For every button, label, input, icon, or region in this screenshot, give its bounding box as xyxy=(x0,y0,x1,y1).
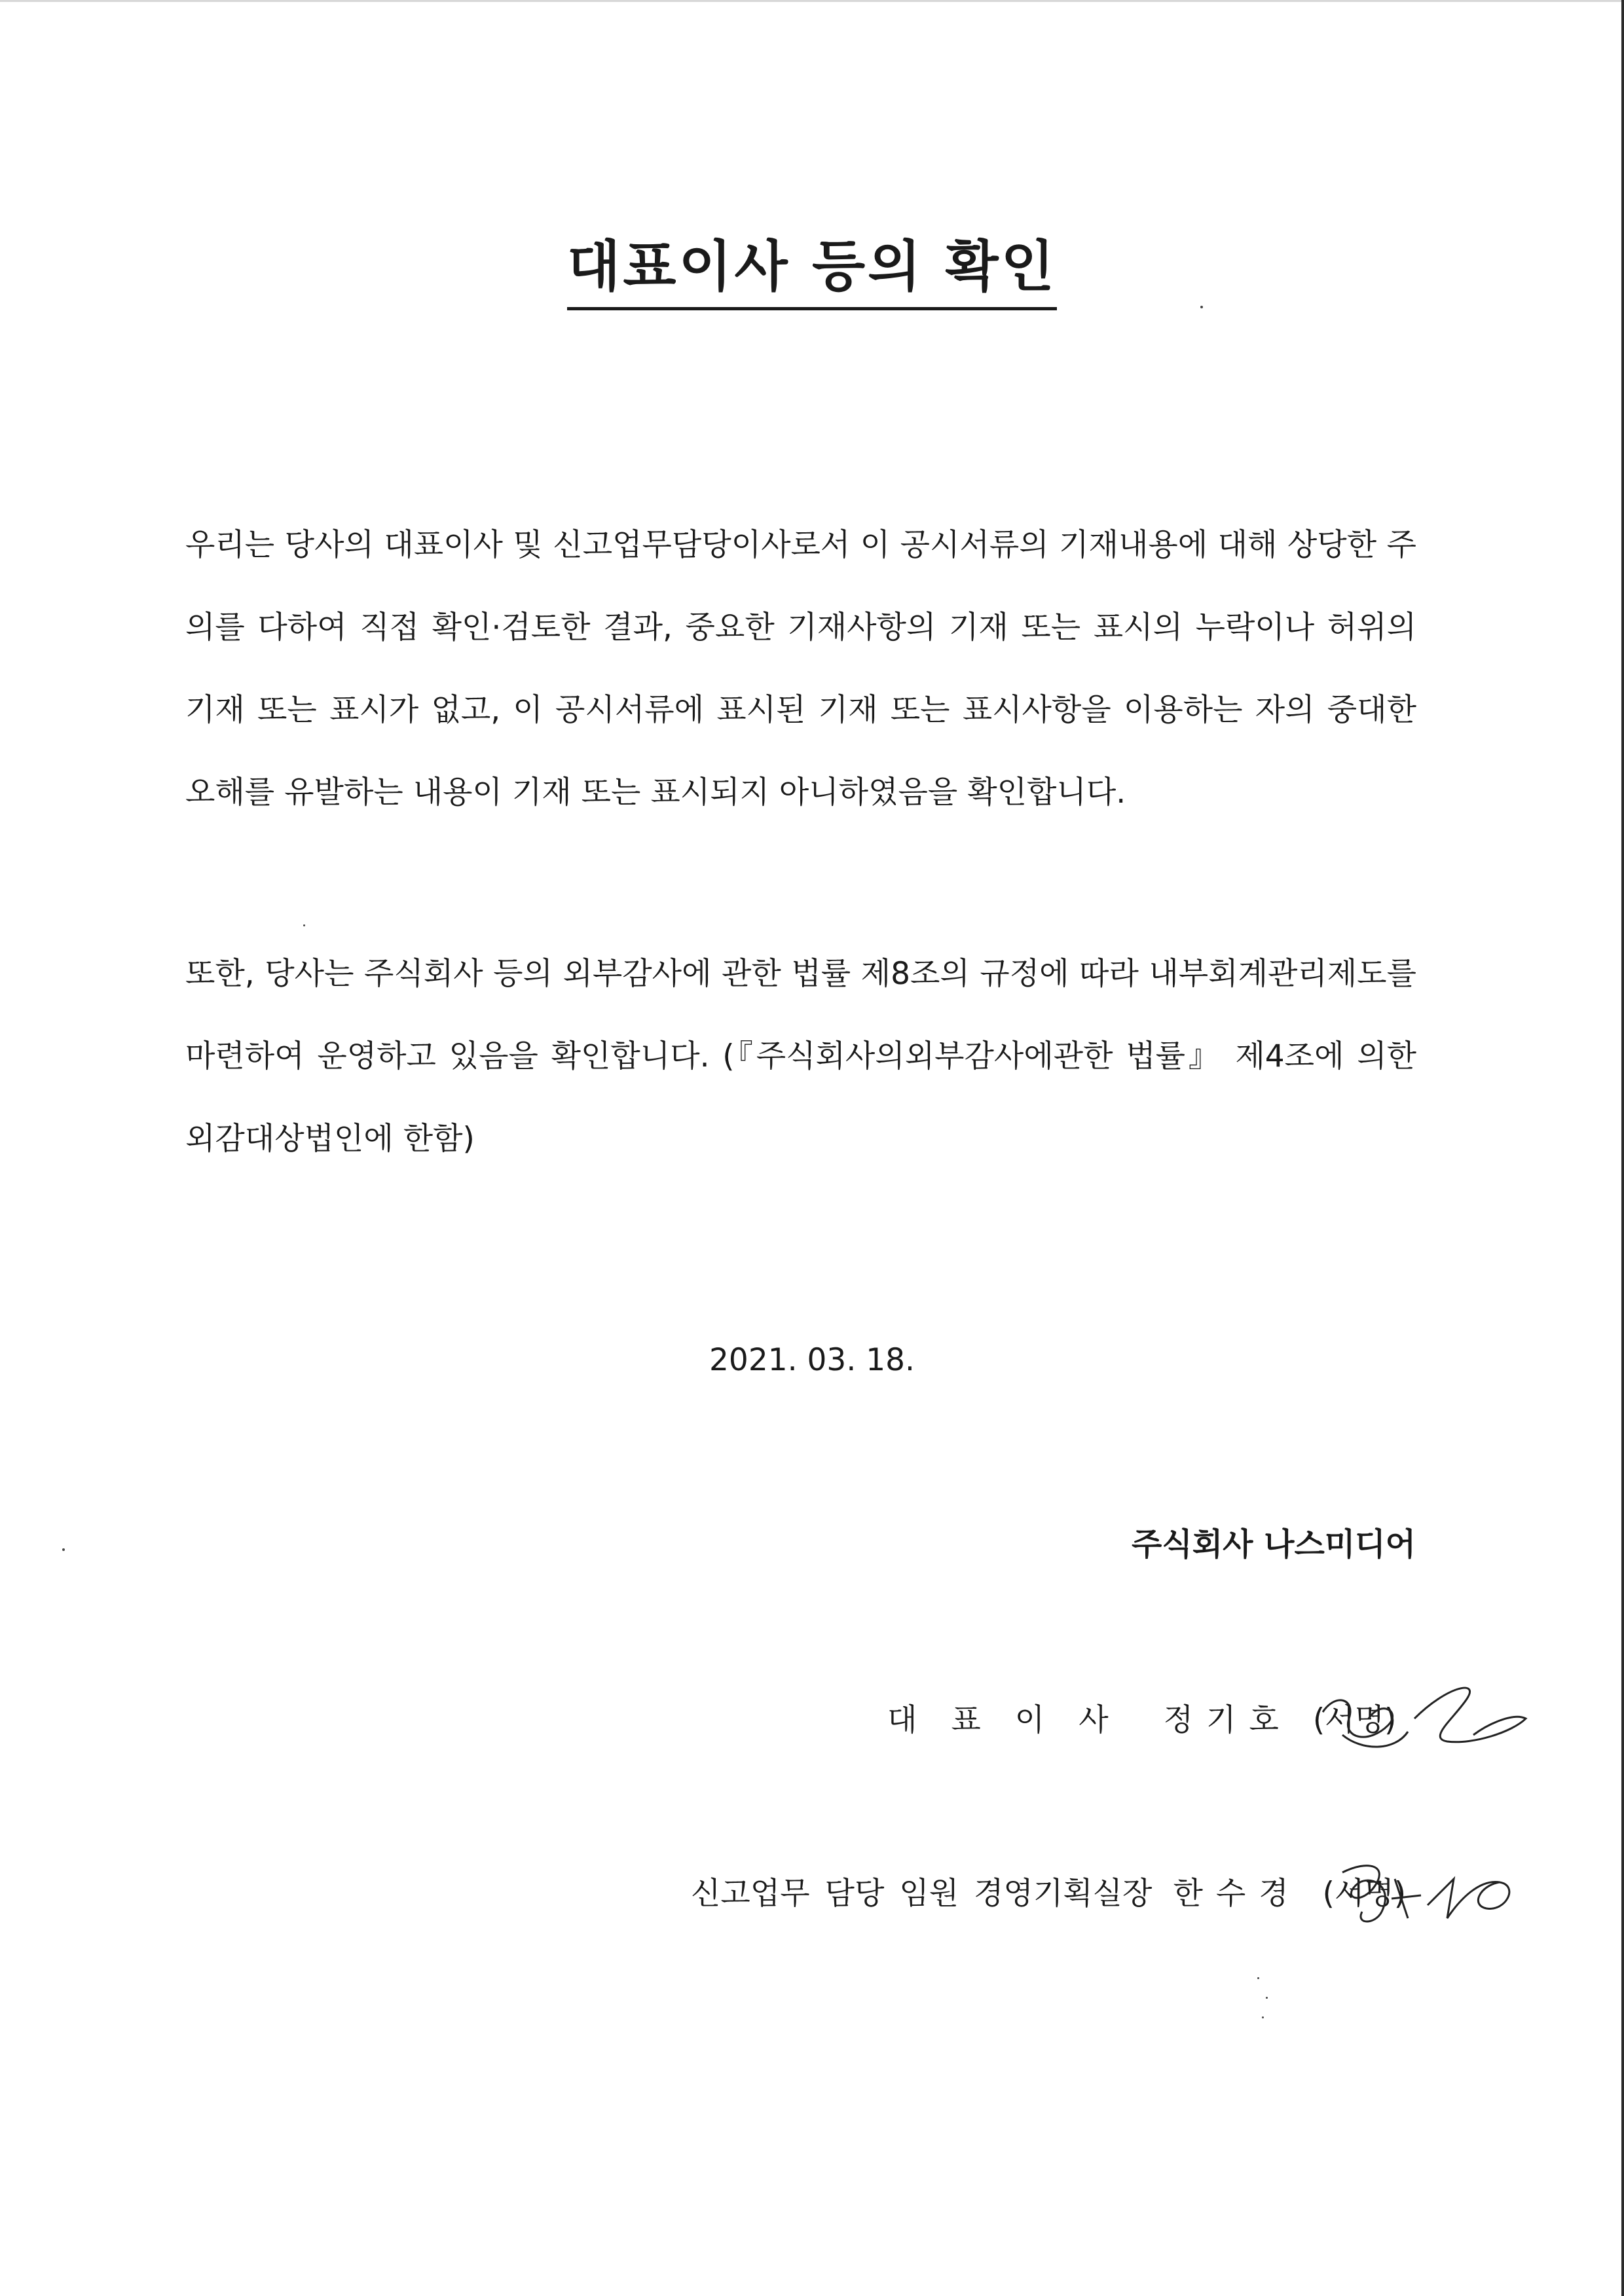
confirmation-paragraph: 우리는 당사의 대표이사 및 신고업무담당이사로서 이 공시서류의 기재내용에 대해 상당한 주의를 다하여 직접 확인·검토한 결과, 중요한 기재사항의 기재 또는 표시의 누락이나 허위의 기재 또는 표시가 없고, 이 공시서류에 표시된 기재 또는 표시사항을 이용하는 자의 중대한 오해를 유발하는 내용이 기재 또는 표시되지 아니하였음을 확인합니다. xyxy=(185,527,1416,811)
officer-signature-mark: (서명) xyxy=(1322,1876,1407,1912)
title-container xyxy=(0,223,1624,310)
document-title: 대표이사 등의 확인 xyxy=(567,223,1057,310)
ceo-role: 대표이사 xyxy=(887,1702,1143,1738)
scan-top-edge xyxy=(0,0,1624,2)
ceo-name: 정기호 xyxy=(1163,1702,1292,1738)
company-name: 주식회사 나스미디어 xyxy=(1131,1526,1416,1563)
officer-signature-line xyxy=(691,1869,1406,1913)
scan-right-edge xyxy=(1621,0,1624,2296)
officer-handwritten-signature xyxy=(1329,1846,1526,1938)
ceo-signature-mark: (서명) xyxy=(1312,1702,1397,1738)
officer-role: 신고업무 담당 임원 경영기획실장 xyxy=(691,1876,1153,1912)
ceo-handwritten-signature xyxy=(1316,1673,1532,1764)
internal-control-paragraph: 또한, 당사는 주식회사 등의 외부감사에 관한 법률 제8조의 규정에 따라 내부회계관리제도를 마련하여 운영하고 있음을 확인합니다. (『주식회사의외부감사에관한 법률』 제4조에 의한 외감대상법인에 한함) xyxy=(185,956,1416,1157)
document-date: 2021. 03. 18. xyxy=(709,1342,915,1378)
officer-name: 한수경 xyxy=(1173,1876,1302,1912)
